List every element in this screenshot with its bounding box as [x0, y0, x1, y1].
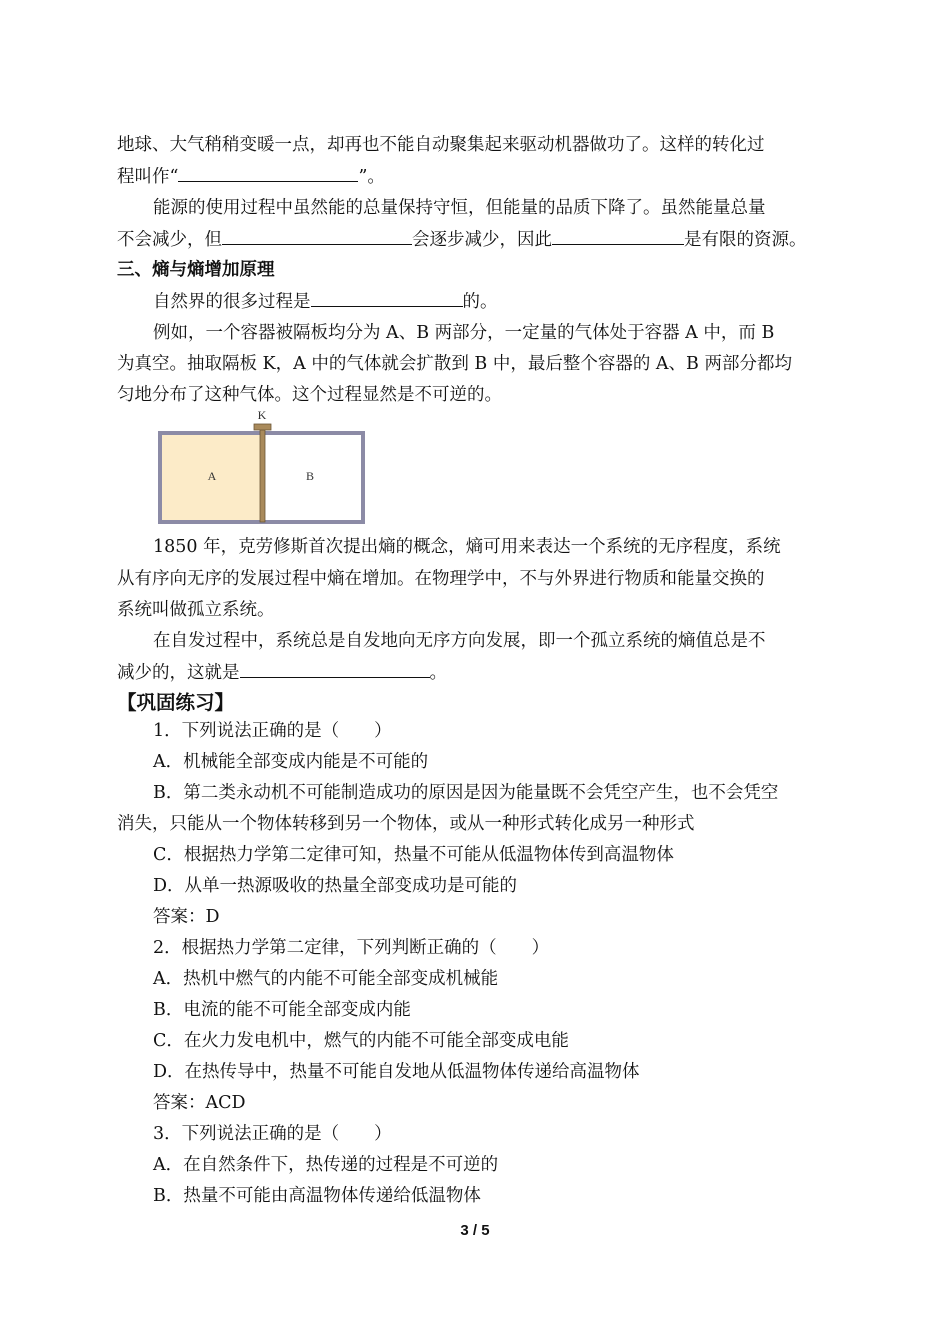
section-heading: 三、熵与熵增加原理: [117, 260, 275, 280]
label-b: B: [305, 469, 315, 483]
option-a: A．机械能全部变成内能是不可能的: [153, 752, 429, 772]
partition-handle: [254, 424, 271, 430]
text-line: 1850 年，克劳修斯首次提出熵的概念，熵可用来表达一个系统的无序程度，系统: [153, 537, 781, 557]
option-b: B．电流的能不可能全部变成内能: [153, 1000, 411, 1020]
text-line: 为真空。抽取隔板 K，A 中的气体就会扩散到 B 中，最后整个容器的 A、B 两部分都均: [117, 354, 792, 374]
fill-blank: [240, 657, 430, 678]
practice-heading: 【巩固练习】: [117, 691, 235, 714]
text-line: 系统叫做孤立系统。: [117, 600, 275, 620]
answer: 答案：ACD: [153, 1093, 246, 1113]
text-line: 地球、大气稍稍变暖一点，却再也不能自动聚集起来驱动机器做功了。这样的转化过: [117, 135, 765, 155]
text-line: 自然界的很多过程是 的。: [153, 286, 498, 318]
answer: 答案：D: [153, 907, 220, 927]
option-d: D．从单一热源吸收的热量全部变成功是可能的: [153, 876, 518, 896]
text-line: 不会减少，但 会逐步减少，因此 是有限的资源。: [117, 224, 807, 256]
option-b: B．第二类永动机不可能制造成功的原因是因为能量既不会凭空产生，也不会凭空: [153, 783, 779, 803]
text-line: 在自发过程中，系统总是自发地向无序方向发展，即一个孤立系统的熵值总是不: [153, 631, 766, 651]
fill-blank: [552, 224, 684, 245]
question-stem: 3．下列说法正确的是（ ）: [153, 1124, 392, 1144]
option-d: D．在热传导中，热量不可能自发地从低温物体传递给高温物体: [153, 1062, 640, 1082]
text-line: 减少的，这就是 。: [117, 657, 447, 689]
container-diagram: [156, 406, 370, 526]
option-b-cont: 消失，只能从一个物体转移到另一个物体，或从一种形式转化成另一种形式: [117, 814, 695, 834]
option-c: C．在火力发电机中，燃气的内能不可能全部变成电能: [153, 1031, 569, 1051]
text-line: 匀地分布了这种气体。这个过程显然是不可逆的。: [117, 385, 502, 405]
label-k: K: [257, 408, 267, 422]
fill-blank: [178, 161, 358, 182]
text-line: 能源的使用过程中虽然能的总量保持守恒，但能量的品质下降了。虽然能量总量: [153, 198, 766, 218]
text-line: 例如，一个容器被隔板均分为 A、B 两部分，一定量的气体处于容器 A 中，而 B: [153, 323, 775, 343]
page-number: 3 / 5: [460, 1222, 490, 1239]
option-a: A．热机中燃气的内能不可能全部变成机械能: [153, 969, 499, 989]
fill-blank: [311, 286, 463, 307]
partition-k: [260, 428, 265, 522]
question-stem: 2．根据热力学第二定律，下列判断正确的（ ）: [153, 938, 550, 958]
text-line: 程叫作“ ”。: [117, 161, 385, 193]
option-c: C．根据热力学第二定律可知，热量不可能从低温物体传到高温物体: [153, 845, 674, 865]
question-stem: 1．下列说法正确的是（ ）: [153, 721, 392, 741]
fill-blank: [222, 224, 412, 245]
text-line: 从有序向无序的发展过程中熵在增加。在物理学中，不与外界进行物质和能量交换的: [117, 569, 765, 589]
option-a: A．在自然条件下，热传递的过程是不可逆的: [153, 1155, 499, 1175]
option-b: B．热量不可能由高温物体传递给低温物体: [153, 1186, 481, 1206]
label-a: A: [207, 469, 217, 483]
